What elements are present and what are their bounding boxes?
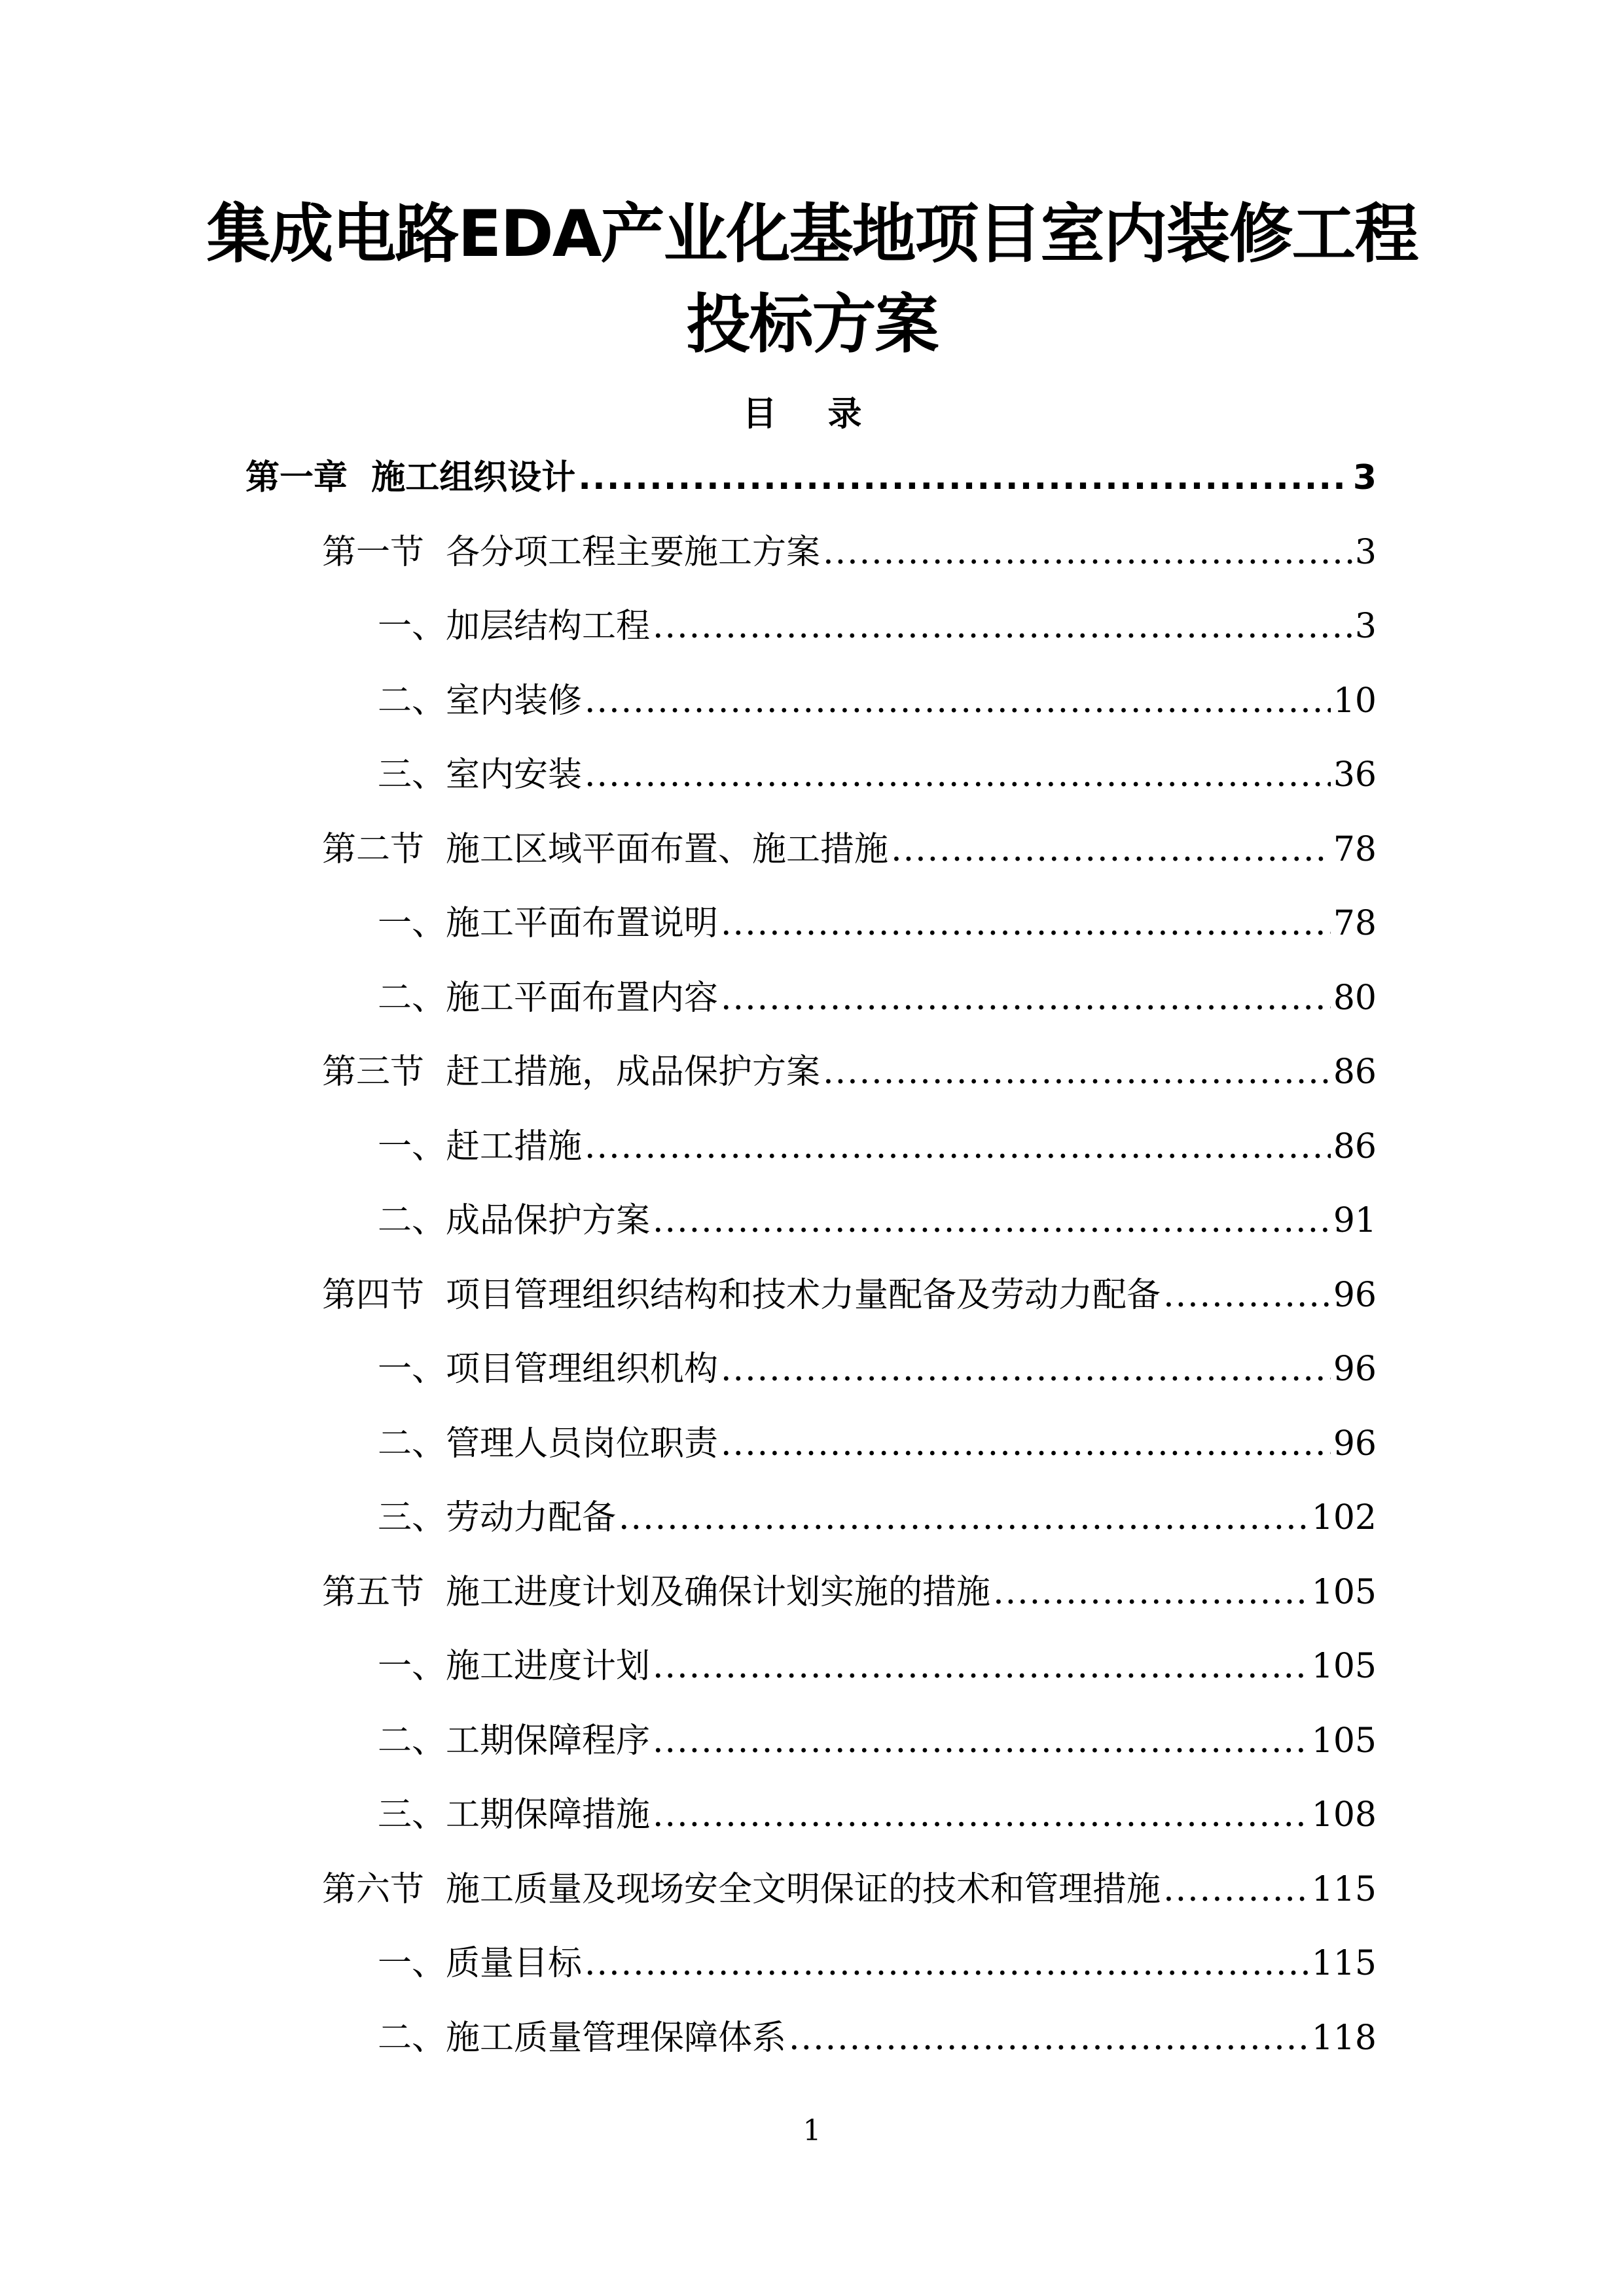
toc-entry-label: 二、成品保护方案 [378,1201,651,1240]
toc-entry-label: 第一章 施工组织设计 [245,458,576,497]
table-of-contents [245,445,1377,2079]
toc-heading: 目 录 [742,395,882,434]
toc-entry-page: 105 [1311,1572,1377,1612]
dot-leader [1163,1263,1331,1328]
toc-entry-page: 105 [1311,1721,1377,1761]
toc-entry-page: 36 [1333,755,1377,795]
toc-entry-page: 10 [1333,681,1377,721]
toc-section-entry[interactable] [245,1263,1377,1337]
dot-leader [653,1634,1309,1699]
toc-entry-label: 二、室内装修 [378,681,583,721]
toc-entry-page: 3 [1354,532,1377,572]
toc-entry-label: 第三节 赶工措施，成品保护方案 [322,1052,821,1092]
toc-subsection-entry[interactable] [245,1188,1377,1263]
toc-subsection-entry[interactable] [245,594,1377,668]
toc-entry-page: 108 [1311,1795,1377,1835]
dot-leader [585,742,1331,808]
dot-leader [721,1411,1331,1477]
dot-leader [653,1782,1309,1848]
toc-subsection-entry[interactable] [245,1336,1377,1411]
toc-entry-page: 115 [1311,1869,1377,1909]
dot-leader [891,817,1331,882]
dot-leader [823,1039,1331,1105]
dot-leader [993,1560,1309,1625]
toc-subsection-entry[interactable] [245,1782,1377,1857]
dot-leader [721,1336,1331,1402]
toc-subsection-entry[interactable] [245,1485,1377,1560]
toc-entry-label: 三、工期保障措施 [378,1795,651,1835]
toc-entry-label: 二、施工平面布置内容 [378,978,719,1018]
toc-entry-label: 一、质量目标 [378,1944,583,1983]
toc-entry-page: 86 [1333,1126,1377,1166]
toc-entry-label: 一、项目管理组织机构 [378,1350,719,1389]
toc-entry-page: 102 [1311,1498,1377,1537]
toc-entry-label: 第二节 施工区域平面布置、施工措施 [322,829,889,869]
dot-leader [653,1188,1331,1253]
toc-entry-page: 3 [1354,607,1377,646]
toc-entry-page: 105 [1311,1647,1377,1686]
toc-entry-label: 三、劳动力配备 [378,1498,617,1537]
toc-entry-label: 一、赶工措施 [378,1126,583,1166]
toc-subsection-entry[interactable] [245,742,1377,817]
toc-section-entry[interactable] [245,520,1377,594]
toc-entry-page: 115 [1311,1944,1377,1983]
dot-leader [585,668,1331,734]
toc-subsection-entry[interactable] [245,1114,1377,1189]
toc-subsection-entry[interactable] [245,1931,1377,2005]
toc-subsection-entry[interactable] [245,891,1377,965]
toc-entry-page: 80 [1333,978,1377,1018]
dot-leader [721,891,1331,956]
toc-entry-page: 78 [1333,904,1377,943]
toc-section-entry[interactable] [245,817,1377,891]
toc-entry-label: 一、加层结构工程 [378,607,651,646]
toc-section-entry[interactable] [245,1560,1377,1634]
dot-leader [585,1931,1309,1996]
dot-leader [721,965,1331,1031]
toc-entry-label: 第四节 项目管理组织结构和技术力量配备及劳动力配备 [322,1275,1161,1315]
toc-entry-label: 二、施工质量管理保障体系 [378,2018,787,2058]
document-title-line1: 集成电路EDA产业化基地项目室内装修工程 [206,197,1418,272]
toc-subsection-entry[interactable] [245,2005,1377,2080]
dot-leader [585,1114,1331,1179]
page-number: 1 [803,2114,821,2147]
toc-entry-label: 第六节 施工质量及现场安全文明保证的技术和管理措施 [322,1869,1161,1909]
dot-leader [823,520,1352,585]
toc-entry-label: 第一节 各分项工程主要施工方案 [322,532,821,572]
dot-leader [789,2005,1309,2071]
toc-section-entry[interactable] [245,1857,1377,1931]
dot-leader [653,1708,1309,1774]
toc-entry-label: 三、室内安装 [378,755,583,795]
toc-subsection-entry[interactable] [245,1634,1377,1708]
dot-leader [653,594,1352,659]
toc-entry-page: 78 [1333,829,1377,869]
toc-entry-label: 一、施工平面布置说明 [378,904,719,943]
toc-subsection-entry[interactable] [245,1708,1377,1783]
toc-section-entry[interactable] [245,1039,1377,1114]
toc-entry-page: 86 [1333,1052,1377,1092]
dot-leader [619,1485,1309,1551]
toc-entry-label: 二、工期保障程序 [378,1721,651,1761]
document-title-line2: 投标方案 [686,287,938,362]
dot-leader [578,445,1350,511]
toc-entry-page: 96 [1333,1275,1377,1315]
toc-entry-page: 96 [1333,1424,1377,1463]
toc-entry-label: 二、管理人员岗位职责 [378,1424,719,1463]
toc-entry-page: 91 [1333,1201,1377,1240]
toc-subsection-entry[interactable] [245,965,1377,1040]
toc-entry-label: 一、施工进度计划 [378,1647,651,1686]
dot-leader [1163,1857,1309,1922]
toc-entry-page: 118 [1311,2018,1377,2058]
toc-entry-label: 第五节 施工进度计划及确保计划实施的措施 [322,1572,991,1612]
toc-chapter-entry[interactable] [245,445,1377,520]
toc-entry-page: 96 [1333,1350,1377,1389]
toc-subsection-entry[interactable] [245,1411,1377,1486]
toc-subsection-entry[interactable] [245,668,1377,743]
toc-entry-page: 3 [1352,458,1377,497]
